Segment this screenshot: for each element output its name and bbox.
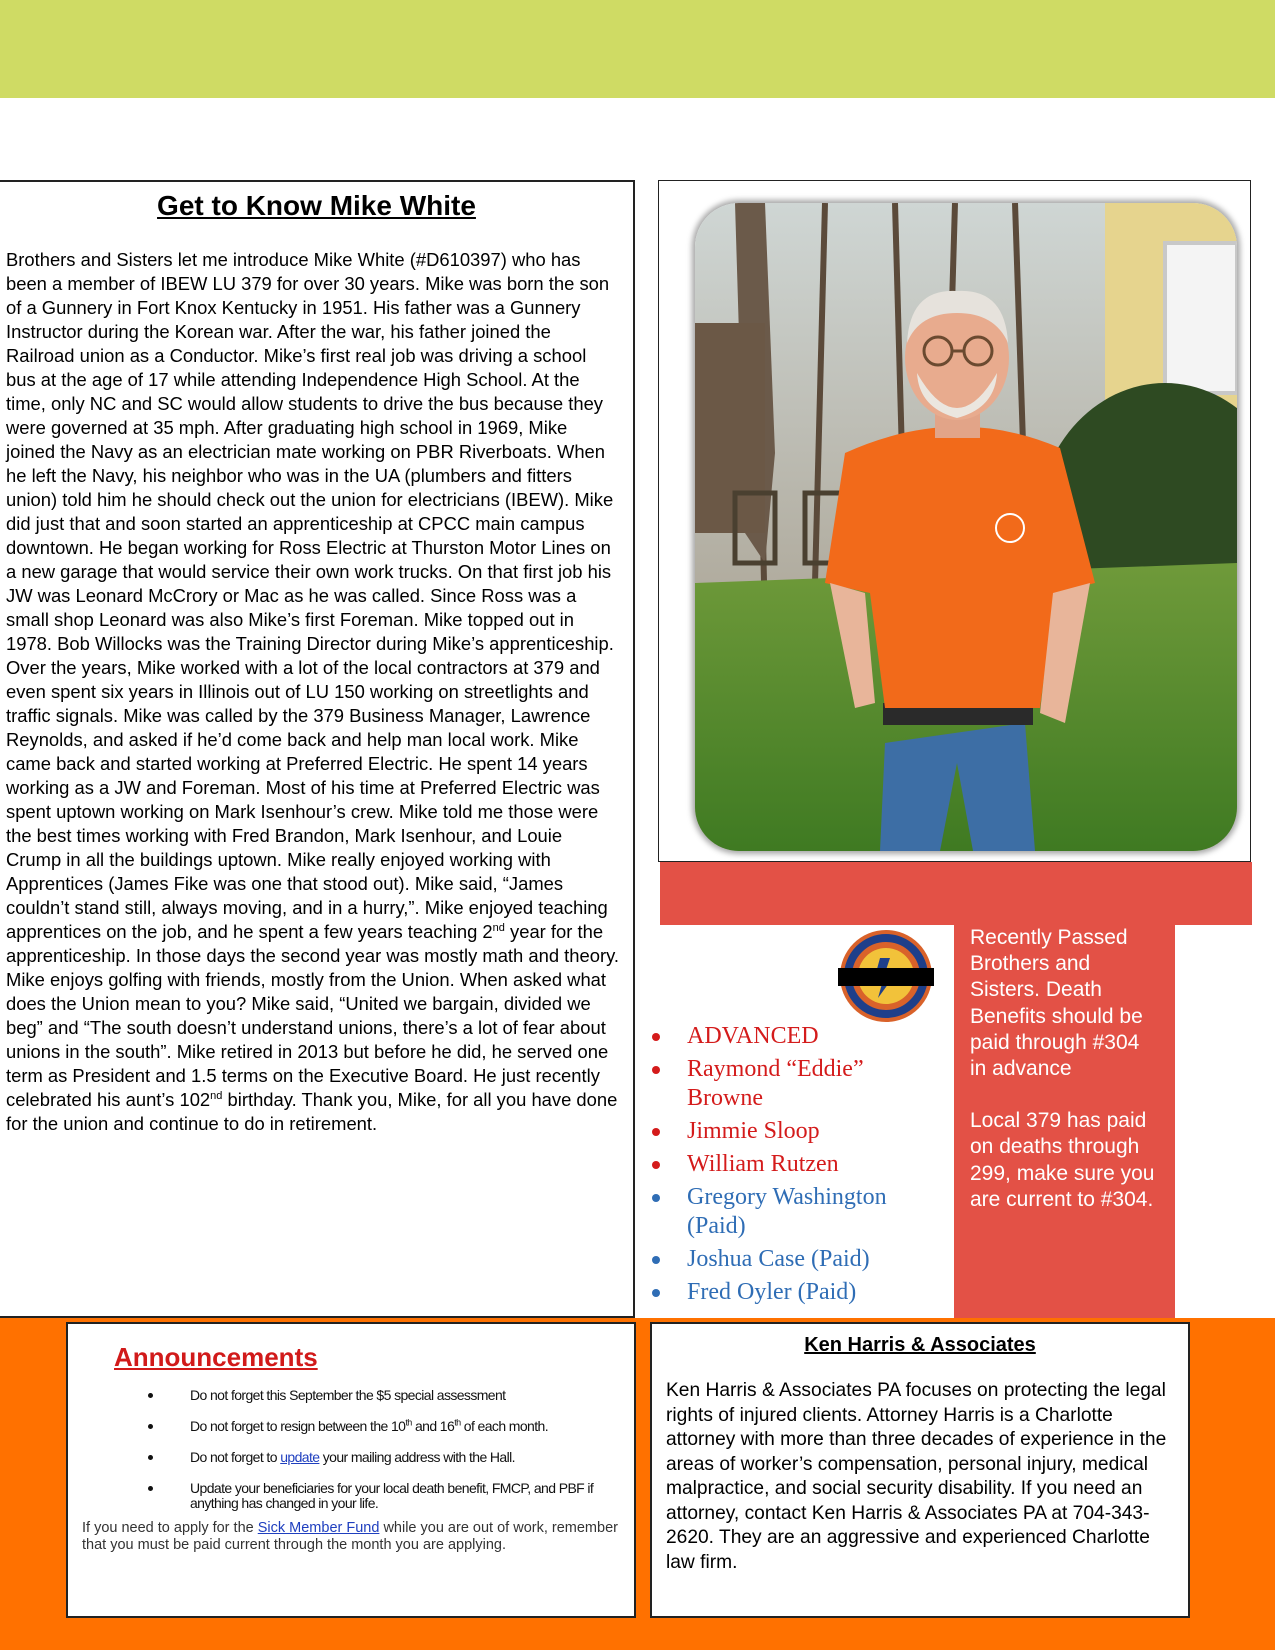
bullet-icon bbox=[652, 1194, 660, 1202]
announcements-list bbox=[148, 1388, 618, 1527]
bullet-icon bbox=[148, 1424, 153, 1429]
mike-white-photo bbox=[695, 203, 1237, 851]
ken-harris-title: Ken Harris & Associates bbox=[804, 1334, 1036, 1356]
bullet-icon bbox=[652, 1289, 660, 1297]
list-item: Do not forget to update your mailing address with the Hall. bbox=[148, 1450, 618, 1465]
ibew-seal-logo bbox=[838, 928, 934, 1024]
list-item: Jimmie Sloop bbox=[650, 1117, 945, 1146]
list-item: Do not forget to resign between the 10th and 16th of each month. bbox=[148, 1419, 618, 1434]
bullet-icon bbox=[148, 1486, 153, 1491]
list-item: Raymond “Eddie” Browne bbox=[650, 1055, 945, 1113]
list-item: ADVANCED bbox=[650, 1022, 945, 1051]
list-item: Update your beneficiaries for your local death benefit, FMCP, and PBF if anything has changed in your life. bbox=[148, 1481, 618, 1511]
article-body: Brothers and Sisters let me introduce Mike White (#D610397) who has been a member of IBEW LU 379 for over 30 years. Mike was born the son of a Gunnery in Fort Knox Kentucky in 1951. His father was a Gunnery Instructor during the Korean war. After the war, his father joined the Railroad union as a Conductor. Mike’s first real job was driving a school bus at the age of 17 while attending Independence High School. At the time, only NC and SC would allow students to drive the bus because they were governed at 35 mph. After graduating high school in 1969, Mike joined the Navy as an electrician mate working on PBR Riverboats. When he left the Navy, his neighbor who was in the UA (plumbers and fitters union) told him he should check out the union for electricians (IBEW). Mike did just that and soon started an apprenticeship at CPCC main campus downtown. He began working for Ross Electric at Thurston Motor Lines on a new garage that would service their own work trucks. On that first job his JW was Leonard McCrory or Mac as he was called. Since Ross was a small shop Leonard was also Mike’s first Foreman. Mike topped out in 1978. Bob Willocks was the Training Director during Mike’s apprenticeship. Over the years, Mike worked with a lot of the local contractors at 379 and even spent six years in Illinois out of LU 150 working on streetlights and traffic signals. Mike was called by the 379 Business Manager, Lawrence Reynolds, and asked if he’d come back and help man local work. Mike came back and started working at Preferred Electric. He spent 14 years working as a JW and Foreman. Most of his time at Preferred Electric was spent uptown working on Mark Isenhour’s crew. Mike told me those were the best times working with Fred Brandon, Mark Isenhour, and Louie Crump in all the buildings uptown. Mike really enjoyed working with Apprentices (James Fike was one that stood out). Mike said, “James couldn’t stand still, always moving, and in a hurry,”. Mike enjoyed teaching apprentices on the job, and he spent a few years teaching 2nd year for the apprenticeship. In those days the second year was mostly math and theory. Mike enjoys golfing with friends, mostly from the Union. When asked what does the Union mean to you? Mike said, “United we bargain, divided we beg” and “The south doesn’t understand unions, there’s a lot of fear about unions in the south”. Mike retired in 2013 but before he did, he served one term as President and 1.5 terms on the Executive Board. He just recently celebrated his aunt’s 102nd birthday. Thank you, Mike, for all you have done for the union and continue to do in retirement. bbox=[6, 249, 620, 1134]
bullet-icon bbox=[652, 1256, 660, 1264]
bullet-icon bbox=[652, 1128, 660, 1136]
list-item: Joshua Case (Paid) bbox=[650, 1245, 945, 1274]
bullet-icon bbox=[652, 1161, 660, 1169]
article-box bbox=[0, 180, 635, 1318]
announcements-title: Announcements bbox=[114, 1342, 318, 1372]
list-item: Do not forget this September the $5 special assessment bbox=[148, 1388, 618, 1403]
announcements-box bbox=[66, 1322, 636, 1618]
article-title: Get to Know Mike White bbox=[157, 190, 476, 221]
bullet-icon bbox=[148, 1393, 153, 1398]
list-item: Gregory Washington (Paid) bbox=[650, 1183, 945, 1241]
bullet-icon bbox=[652, 1066, 660, 1074]
ken-harris-body: Ken Harris & Associates PA focuses on protecting the legal rights of injured clients. Attorney Harris is a Charlotte attorney with more than three decades of experience in the areas of worker’s compensation, personal injury, medical malpractice, and social security disability. If you need an attorney, contact Ken Harris & Associates PA at 704-343-2620. They are an aggressive and experienced Charlotte law firm. bbox=[666, 1380, 1167, 1573]
death-benefits-note: Local 379 has paid on deaths through 299, make sure you are current to #304. bbox=[970, 1109, 1155, 1211]
bullet-icon bbox=[652, 1033, 660, 1041]
sick-fund-note: If you need to apply for the Sick Member Fund while you are out of work, remember that you must be paid current through the month you are applying. bbox=[82, 1520, 618, 1553]
red-divider-bar bbox=[660, 862, 1252, 925]
list-item: Fred Oyler (Paid) bbox=[650, 1278, 945, 1307]
deceased-members-list bbox=[650, 1022, 945, 1311]
list-item: William Rutzen bbox=[650, 1150, 945, 1179]
death-benefits-box bbox=[954, 925, 1175, 1318]
death-benefits-text: Recently Passed Brothers and Sisters. Death Benefits should be paid through #304 in advance bbox=[970, 926, 1143, 1081]
ken-harris-box bbox=[650, 1322, 1190, 1618]
bullet-icon bbox=[148, 1455, 153, 1460]
photo-frame bbox=[658, 180, 1251, 862]
update-link[interactable]: update bbox=[280, 1449, 320, 1465]
top-color-band bbox=[0, 0, 1275, 98]
sick-member-fund-link[interactable]: Sick Member Fund bbox=[257, 1520, 380, 1536]
